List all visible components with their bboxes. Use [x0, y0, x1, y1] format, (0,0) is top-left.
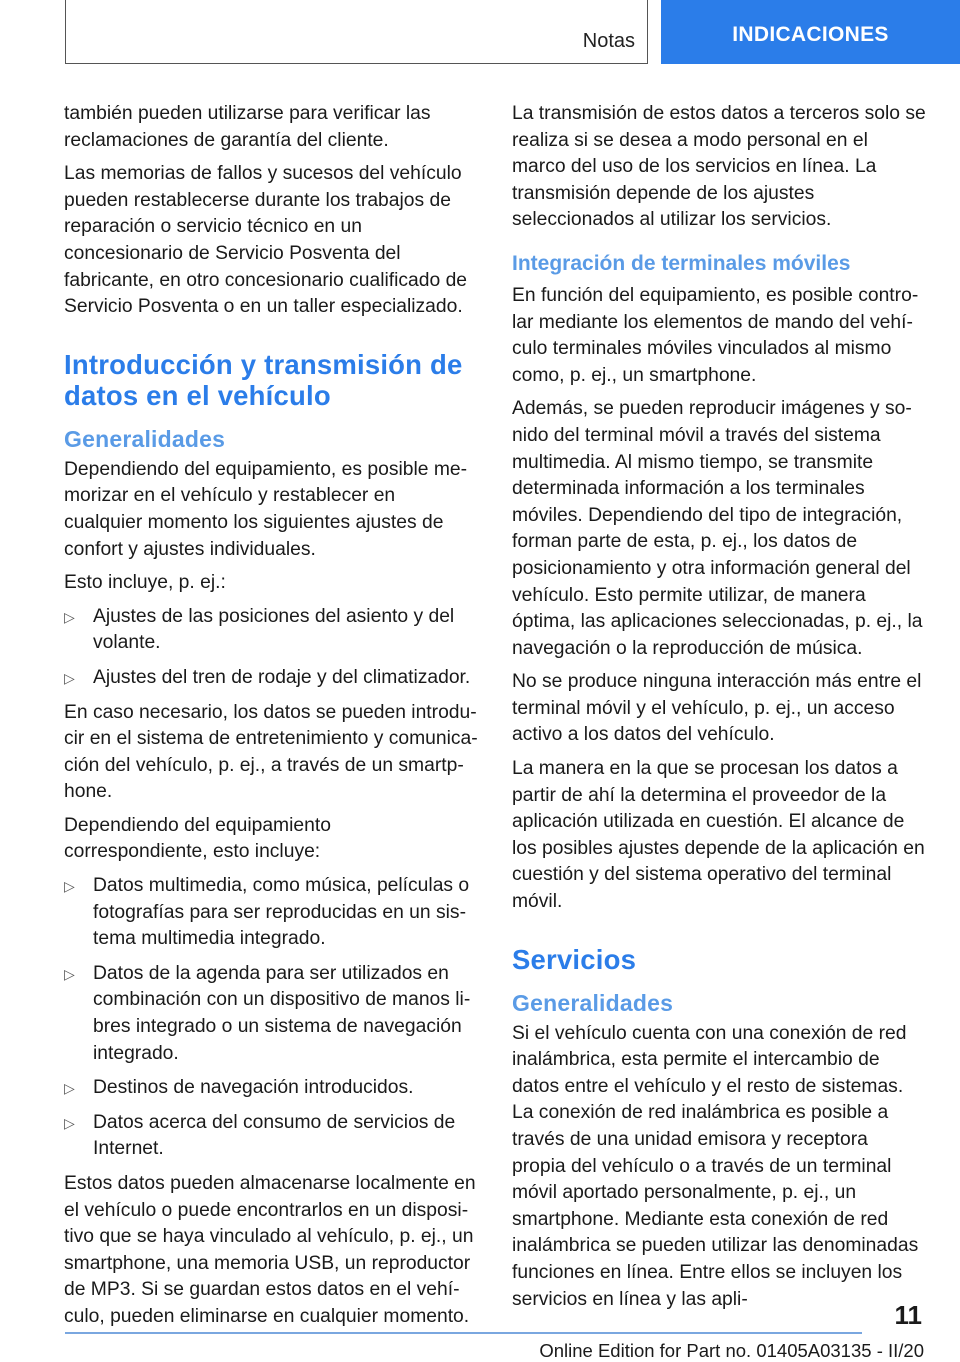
paragraph: La transmisión de estos datos a terceros solo se realiza si se desea a modo personal en el marco del uso de los servicios en línea. La transmisión depende de los ajustes seleccionados al utilizar los servicios.: [512, 103, 926, 231]
bullet-list: [64, 873, 478, 1163]
right-column: [512, 101, 926, 1320]
paragraph: No se produce ninguna interacción más entre el terminal móvil y el vehículo, p. ej., un acceso activo a los datos del vehículo.: [512, 671, 922, 746]
section-heading: Introducción y transmisión de datos en el vehículo: [64, 348, 463, 411]
left-column: [64, 101, 478, 1338]
subsection-heading: Integración de terminales móviles: [512, 251, 851, 275]
triangle-bullet-icon: ▷: [64, 965, 75, 982]
subsection-heading: Generalidades: [512, 989, 674, 1016]
paragraph: también pueden utilizarse para verificar las reclamaciones de garantía del cliente.: [64, 103, 431, 151]
subsection-heading: Generalidades: [64, 425, 226, 452]
section-heading: Servicios: [512, 943, 637, 975]
paragraph: En caso necesario, los datos se pueden introducir en el sistema de entretenimiento y comunicación del vehículo, p. ej., a través de un smartphone.: [64, 701, 478, 803]
bullet-list: [64, 604, 478, 692]
chapter-tab[interactable]: INDICACIONES: [661, 0, 960, 64]
triangle-bullet-icon: ▷: [64, 1114, 75, 1131]
footer-divider: [65, 1332, 862, 1334]
triangle-bullet-icon: ▷: [64, 669, 75, 686]
paragraph: Estos datos pueden almacenarse localmente en el vehículo o puede encontrarlos en un dispositivo que se haya vinculado al vehículo, p. ej., un smartphone, una memoria USB, un reproductor de MP3. Si se guardan estos datos en el vehículo, pueden eliminarse en cualquier momento.: [64, 1173, 476, 1327]
list-item: ▷ Ajustes del tren de rodaje y del climatizador.: [64, 665, 478, 692]
edition-footer: Online Edition for Part no. 01405A03135 - II/20: [539, 1340, 924, 1361]
list-item: ▷ Destinos de navegación introducidos.: [64, 1075, 478, 1102]
list-item: ▷ Datos multimedia, como música, películas o fotografías para ser reproducidas en un sistema multimedia integrado.: [64, 875, 470, 950]
header-section: Notas: [582, 30, 635, 52]
header-box: [65, 0, 648, 64]
triangle-bullet-icon: ▷: [64, 608, 75, 625]
paragraph: Las memorias de fallos y sucesos del vehículo pueden restablecerse durante los trabajos de reparación o servicio técnico en un concesionario de Servicio Posventa del fabricante, en otro concesionario cualificado de Servicio Posventa o en un taller especializado.: [64, 163, 468, 318]
triangle-bullet-icon: ▷: [64, 878, 75, 895]
paragraph: Si el vehículo cuenta con una conexión de red inalámbrica, esta permite el intercambio de datos entre el vehículo y el resto de sistemas. La conexión de red inalámbrica es posible a través de una unidad emisora y receptora propia del vehículo o a través de un terminal móvil aportado personalmente, p. ej., un smartphone. Mediante esta conexión de red inalámbrica se pueden utilizar las denominadas funciones en línea. Entre ellos se incluyen los servicios en línea y las apli-: [512, 1022, 919, 1310]
list-item: ▷ Ajustes de las posiciones del asiento y del volante.: [64, 605, 455, 654]
paragraph: En función del equipamiento, es posible controlar mediante los elementos de mando del vehículo terminales móviles vinculados al mismo como, p. ej., un smartphone.: [512, 284, 919, 386]
paragraph: Dependiendo del equipamiento correspondiente, esto incluye:: [64, 814, 331, 863]
paragraph: La manera en la que se procesan los datos a partir de ahí la determina el proveedor de la aplicación utilizada en cuestión. El alcance de los posibles ajustes depende de la aplicación en cuestión y del sistema operativo del terminal móvil.: [512, 758, 925, 913]
paragraph: Dependiendo del equipamiento, es posible memorizar en el vehículo y restablecer en cualquier momento los siguientes ajustes de confort y ajustes individuales.: [64, 458, 468, 560]
paragraph: Además, se pueden reproducir imágenes y sonido del terminal móvil a través del sistema multimedia. Al mismo tiempo, se transmite determinada información a los terminales móviles. Dependiendo del tipo de integración, forman parte de esta, p. ej., los datos de posicionamiento y otra información general del vehículo. Esto permite utilizar, de manera óptima, las aplicaciones seleccionadas, p. ej., la navegación o la reproducción de música.: [512, 398, 923, 659]
list-item: ▷ Datos acerca del consumo de servicios de Internet.: [64, 1111, 456, 1160]
triangle-bullet-icon: ▷: [64, 1080, 75, 1097]
page-number: 11: [894, 1300, 922, 1330]
list-item: ▷ Datos de la agenda para ser utilizados en combinación con un dispositivo de manos libres integrado o un sistema de navegación integrado.: [64, 962, 471, 1064]
paragraph: Esto incluye, p. ej.:: [64, 572, 226, 594]
